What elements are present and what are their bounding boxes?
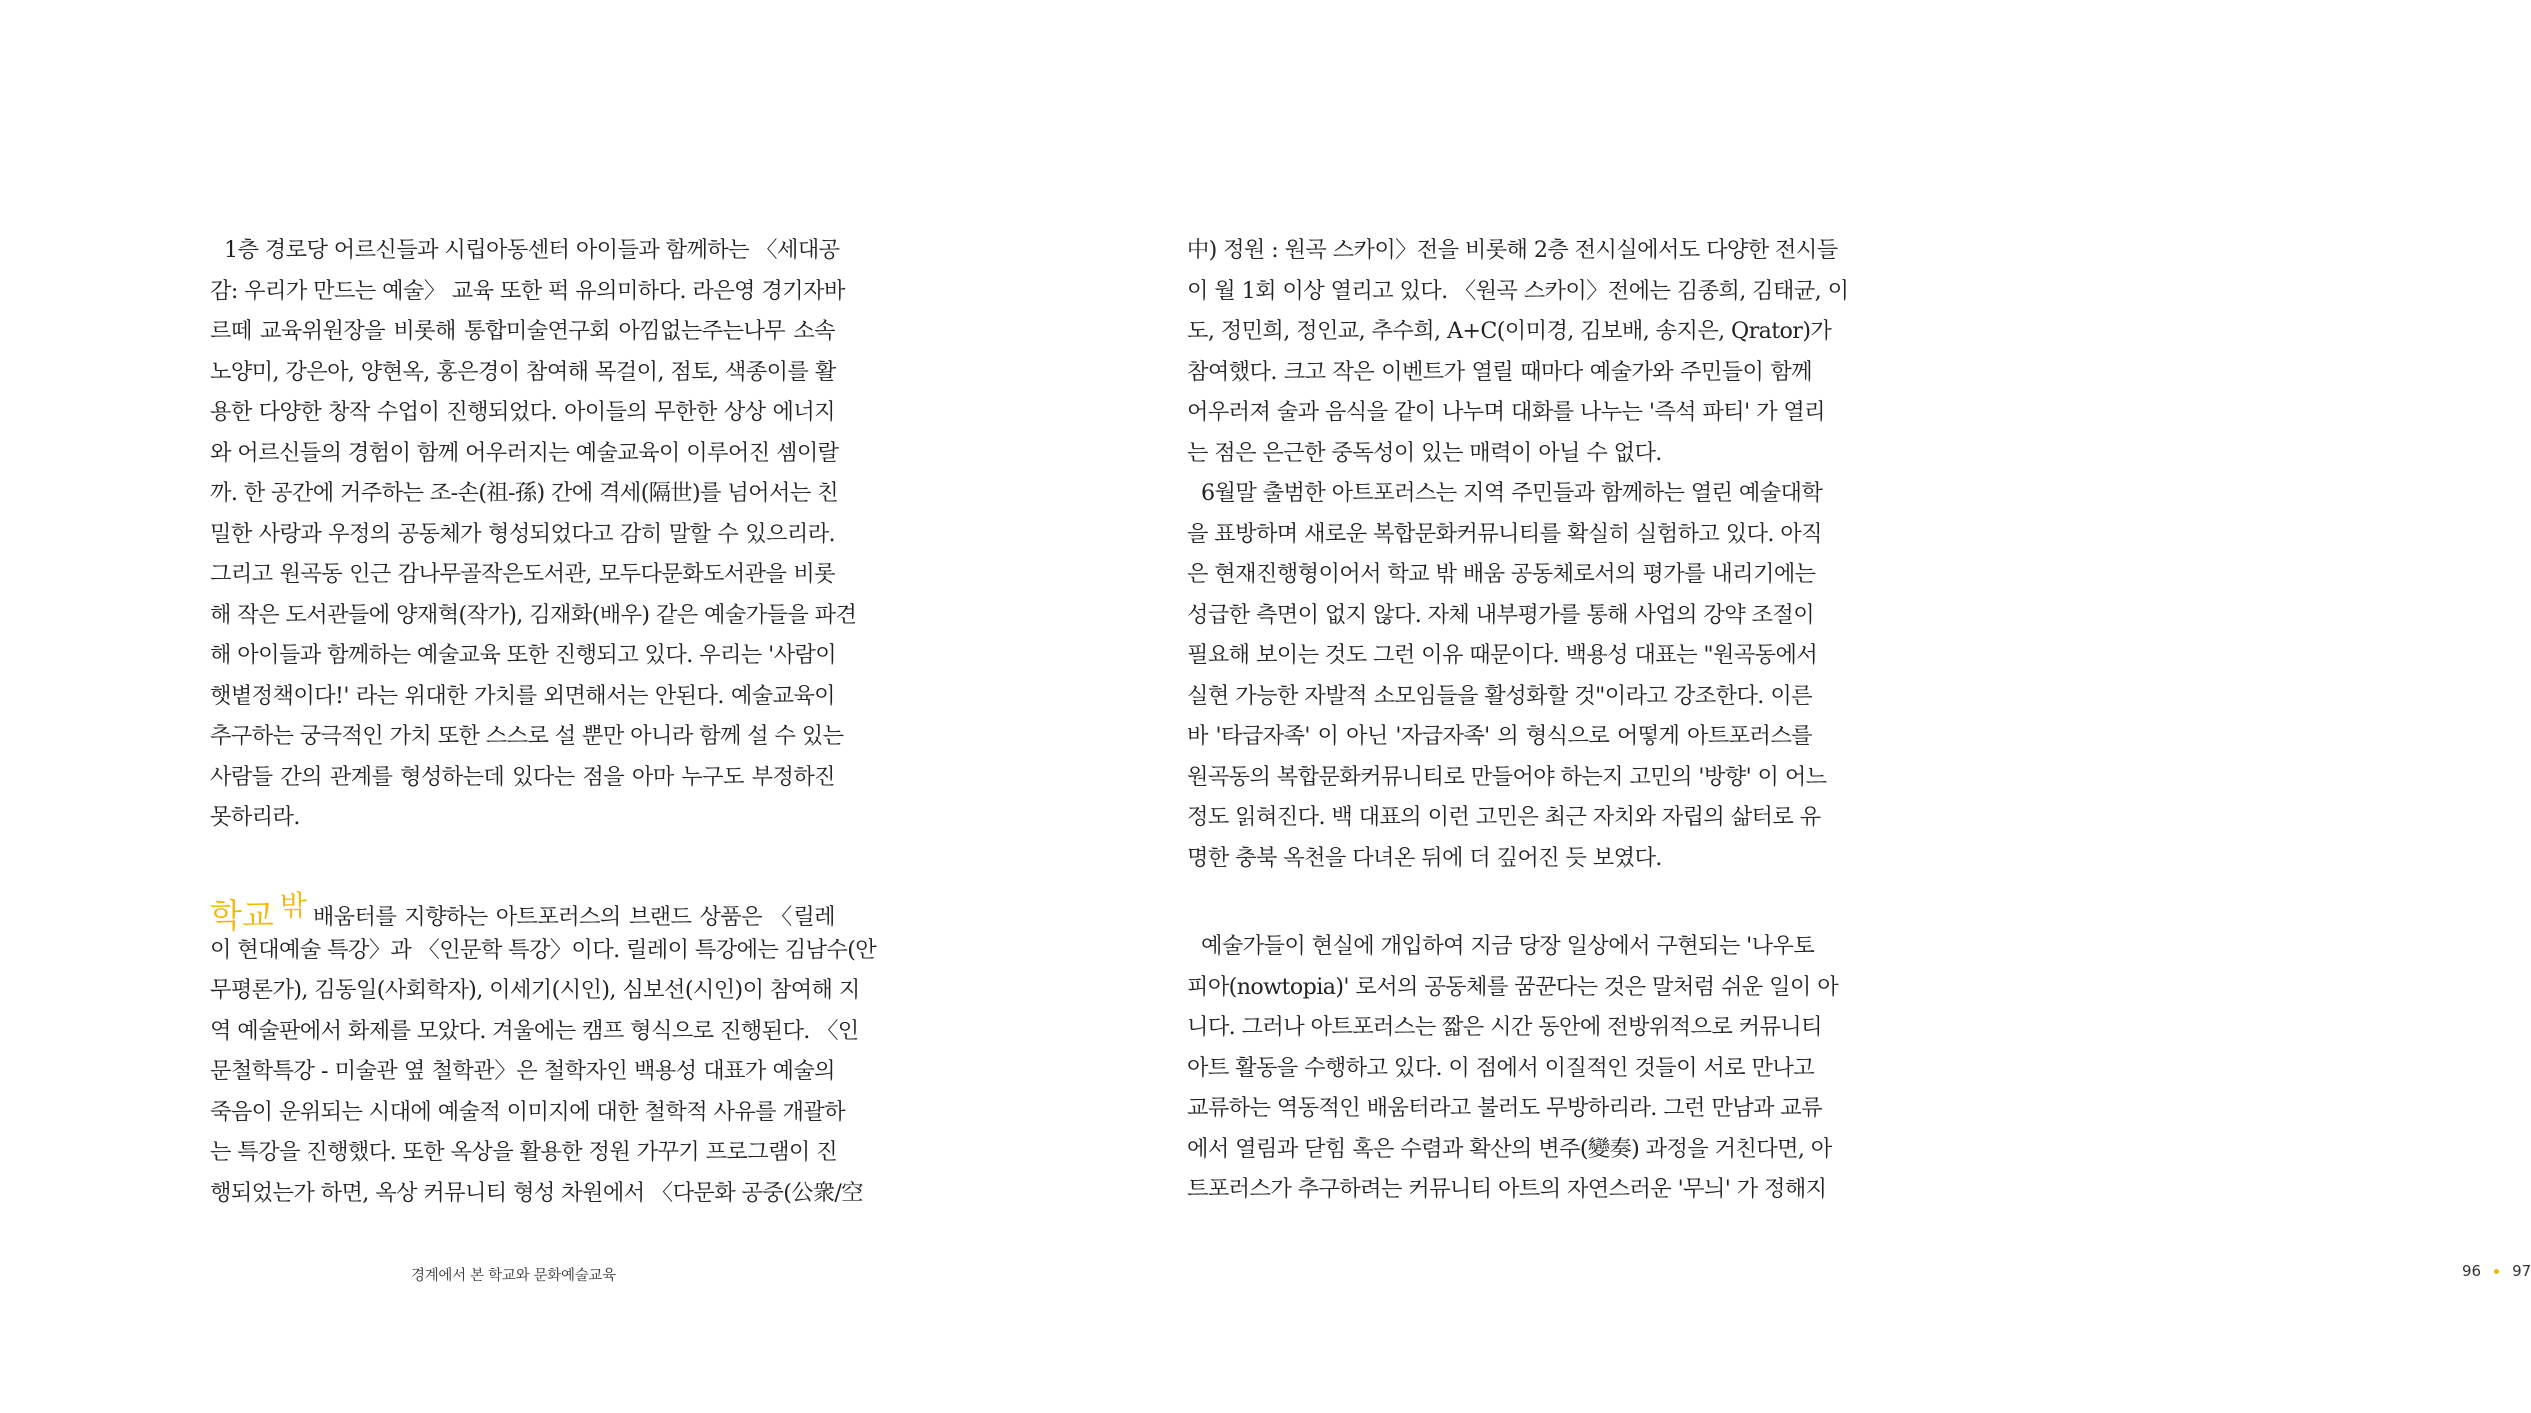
text-line: 이 현대예술 특강〉과 〈인문학 특강〉이다. 릴레이 특강에는 김남수(안 bbox=[210, 936, 877, 963]
text-line: 와 어르신들의 경험이 함께 어우러지는 예술교육이 이루어진 셈이랄 bbox=[210, 439, 839, 466]
left-page bbox=[0, 0, 1000, 1413]
text-line: 바 '타급자족' 이 아닌 '자급자족' 의 형식으로 어떻게 아트포러스를 bbox=[1187, 723, 1812, 749]
text-line: 못하리라. bbox=[210, 804, 300, 830]
section-gap bbox=[210, 838, 835, 886]
text-line: 은 현재진행형이어서 학교 밖 배움 공동체로서의 평가를 내리기에는 bbox=[1187, 561, 1816, 587]
running-footer-title: 경계에서 본 학교와 문화예술교육 bbox=[411, 1268, 616, 1284]
text-line: 노양미, 강은아, 양현옥, 홍은경이 참여해 목걸이, 점토, 색종이를 활 bbox=[210, 358, 836, 385]
page-numbers bbox=[2462, 1262, 2531, 1280]
text-line: 이 월 1회 이상 열리고 있다. 〈원곡 스카이〉전에는 김종희, 김태균, 이 bbox=[1187, 277, 1849, 304]
right-paragraph-1 bbox=[1187, 230, 1849, 473]
text-line: 도, 정민희, 정인교, 추수희, A+C(이미경, 김보배, 송지은, Qrator)가 bbox=[1187, 318, 1832, 344]
text-line: 교류하는 역동적인 배움터라고 불러도 무방하리라. 그런 만남과 교류 bbox=[1187, 1095, 1822, 1121]
left-text-column bbox=[210, 230, 877, 1213]
text-line: 필요해 보이는 것도 그런 이유 때문이다. 백용성 대표는 "원곡동에서 bbox=[1187, 642, 1818, 668]
text-line: 햇볕정책이다!' 라는 위대한 가치를 외면해서는 안된다. 예술교육이 bbox=[210, 682, 835, 709]
text-line: 행되었는가 하면, 옥상 커뮤니티 형성 차원에서 〈다문화 공중(公衆/空 bbox=[210, 1179, 863, 1206]
text-line bbox=[210, 886, 835, 935]
left-paragraph-2 bbox=[210, 886, 877, 1214]
text-line: 추구하는 궁극적인 가치 또한 스스로 설 뿐만 아니라 함께 설 수 있는 bbox=[210, 723, 844, 749]
text-line: 감: 우리가 만드는 예술〉 교육 또한 퍽 유의미하다. 라은영 경기자바 bbox=[210, 277, 845, 304]
page-number-right: 97 bbox=[2512, 1262, 2531, 1280]
text-line: 역 예술판에서 화제를 모았다. 겨울에는 캠프 형식으로 진행된다. 〈인 bbox=[210, 1017, 859, 1044]
text-line: 예술가들이 현실에 개입하여 지금 당장 일상에서 구현되는 '나우토 bbox=[1201, 933, 1815, 959]
right-paragraph-2 bbox=[1187, 473, 1827, 878]
text-line: 명한 충북 옥천을 다녀온 뒤에 더 깊어진 듯 보였다. bbox=[1187, 844, 1662, 871]
text-line: 피아(nowtopia)' 로서의 공동체를 꿈꾼다는 것은 말처럼 쉬운 일이 아 bbox=[1187, 973, 1839, 1000]
text-line: 까. 한 공간에 거주하는 조-손(祖-孫) 간에 격세(隔世)를 넘어서는 친 bbox=[210, 480, 838, 506]
page-number-left: 96 bbox=[2462, 1262, 2482, 1280]
text-line: 르떼 교육위원장을 비롯해 통합미술연구회 아낌없는주는나무 소속 bbox=[210, 318, 835, 344]
text-line: 6월말 출범한 아트포러스는 지역 주민들과 함께하는 열린 예술대학 bbox=[1201, 480, 1823, 506]
text-line: 그리고 원곡동 인근 감나무골작은도서관, 모두다문화도서관을 비롯 bbox=[210, 561, 835, 587]
text-line: 용한 다양한 창작 수업이 진행되었다. 아이들의 무한한 상상 에너지 bbox=[210, 399, 835, 425]
text-line: 는 점은 은근한 중독성이 있는 매력이 아닐 수 없다. bbox=[1187, 439, 1662, 466]
text-line: 원곡동의 복합문화커뮤니티로 만들어야 하는지 고민의 '방향' 이 어느 bbox=[1187, 763, 1827, 790]
text-line: 니다. 그러나 아트포러스는 짧은 시간 동안에 전방위적으로 커뮤니티 bbox=[1187, 1014, 1822, 1040]
text-line: 는 특강을 진행했다. 또한 옥상을 활용한 정원 가꾸기 프로그램이 진 bbox=[210, 1139, 838, 1165]
text-line: 무평론가), 김동일(사회학자), 이세기(시인), 심보선(시인)이 참여해 지 bbox=[210, 977, 860, 1003]
text-line-content: 배움터를 지향하는 아트포러스의 브랜드 상품은 〈릴레 bbox=[312, 903, 835, 930]
text-line: 성급한 측면이 없지 않다. 자체 내부평가를 통해 사업의 강약 조절이 bbox=[1187, 601, 1815, 628]
text-line: 해 아이들과 함께하는 예술교육 또한 진행되고 있다. 우리는 '사람이 bbox=[210, 642, 837, 668]
text-line: 참여했다. 크고 작은 이벤트가 열릴 때마다 예술가와 주민들이 함께 bbox=[1187, 358, 1812, 385]
text-line: 죽음이 운위되는 시대에 예술적 이미지에 대한 철학적 사유를 개괄하 bbox=[210, 1098, 845, 1125]
text-line: 사람들 간의 관계를 형성하는데 있다는 점을 아마 누구도 부정하진 bbox=[210, 763, 835, 790]
separator-dot-icon bbox=[2494, 1269, 2499, 1274]
right-text-column bbox=[1187, 230, 1849, 1210]
section-lead bbox=[210, 886, 307, 937]
text-line: 어우러져 술과 음식을 같이 나누며 대화를 나누는 '즉석 파티' 가 열리 bbox=[1187, 399, 1826, 425]
text-line: 정도 읽혀진다. 백 대표의 이런 고민은 최근 자치와 자립의 삶터로 유 bbox=[1187, 804, 1821, 830]
section-gap bbox=[1187, 878, 1812, 926]
section-lead-word: 밖 bbox=[279, 888, 307, 922]
text-line: 을 표방하며 새로운 복합문화커뮤니티를 확실히 실험하고 있다. 아직 bbox=[1187, 520, 1822, 547]
text-line: 1층 경로당 어르신들과 시립아동센터 아이들과 함께하는 〈세대공 bbox=[224, 237, 840, 263]
text-line: 문철학특강 - 미술관 옆 철학관〉은 철학자인 백용성 대표가 예술의 bbox=[210, 1058, 835, 1084]
text-line: 트포러스가 추구하려는 커뮤니티 아트의 자연스러운 '무늬' 가 정해지 bbox=[1187, 1176, 1827, 1202]
text-line: 에서 열림과 닫힘 혹은 수렴과 확산의 변주(變奏) 과정을 거친다면, 아 bbox=[1187, 1135, 1832, 1162]
text-line: 밀한 사랑과 우정의 공동체가 형성되었다고 감히 말할 수 있으리라. bbox=[210, 520, 835, 547]
right-paragraph-3 bbox=[1187, 926, 1839, 1210]
text-line: 해 작은 도서관들에 양재혁(작가), 김재화(배우) 같은 예술가들을 파견 bbox=[210, 601, 857, 628]
right-page bbox=[1000, 0, 2531, 1413]
text-line: 아트 활동을 수행하고 있다. 이 점에서 이질적인 것들이 서로 만나고 bbox=[1187, 1054, 1815, 1081]
text-line: 中) 정원 : 원곡 스카이〉전을 비롯해 2층 전시실에서도 다양한 전시들 bbox=[1187, 237, 1838, 263]
left-paragraph-1 bbox=[210, 230, 857, 838]
text-line: 실현 가능한 자발적 소모임들을 활성화할 것"이라고 강조한다. 이른 bbox=[1187, 682, 1812, 709]
section-lead-word: 학교 bbox=[210, 895, 274, 935]
